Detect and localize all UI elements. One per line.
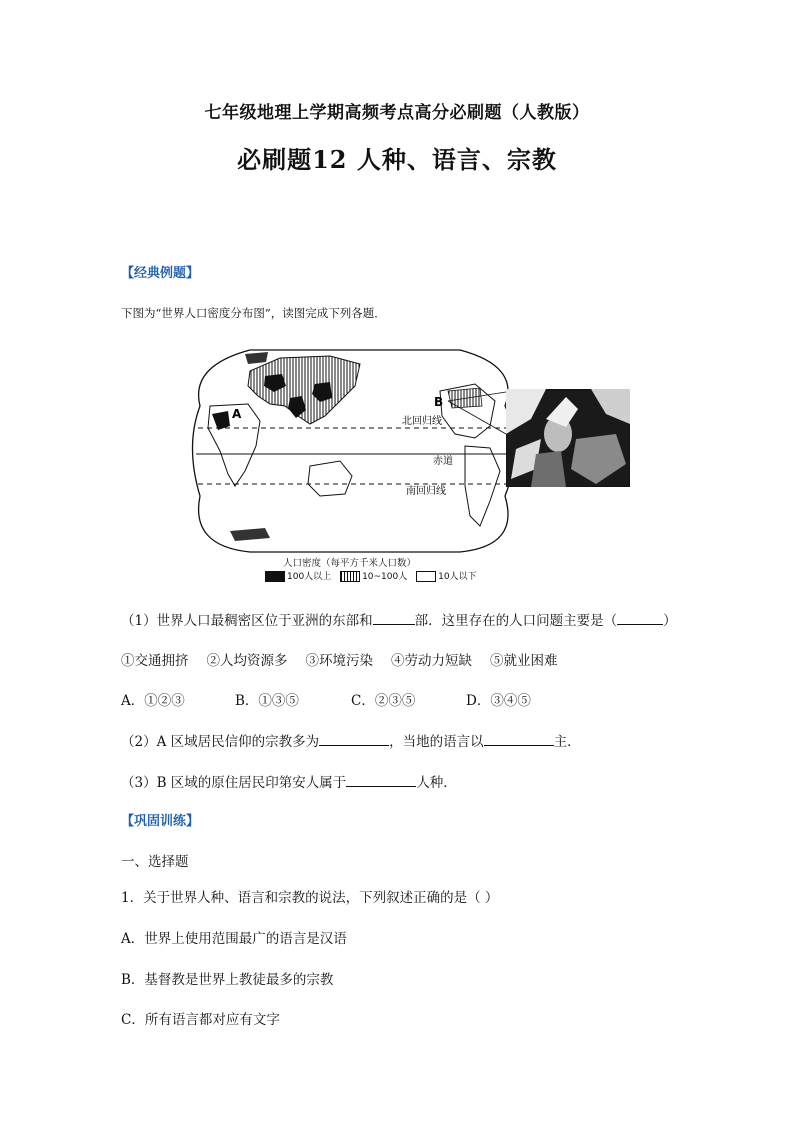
choice-c[interactable]: C．②③⑤ (351, 693, 416, 709)
legend-swatch-solid (265, 571, 285, 582)
tropic-of-cancer-label: 北回归线 (402, 416, 442, 427)
question-intro: 下图为“世界人口密度分布图”，读图完成下列各题． (121, 306, 386, 320)
answer-blank-1a[interactable] (373, 610, 415, 625)
exercise-option-a[interactable]: A．世界上使用范围最广的语言是汉语 (121, 931, 347, 947)
statement-2: ②人均资源多 (206, 653, 288, 669)
question-3: （3）B 区域的原住居民印第安人属于 人种． (121, 771, 457, 791)
answer-blank-3[interactable] (346, 772, 416, 787)
legend-swatch-blank (416, 571, 436, 582)
equator-label: 赤道 (433, 456, 453, 467)
statement-5: ⑤就业困难 (490, 653, 558, 669)
question-1-statements (121, 649, 576, 669)
choice-a[interactable]: A．①②③ (121, 693, 185, 709)
question-2: （2）A 区域居民信仰的宗教多为 ，当地的语言以 主． (121, 730, 581, 750)
exercise-heading: 一、选择题 (121, 854, 189, 870)
map-legend (265, 569, 483, 582)
section-consolidation: 【巩固训练】 (121, 814, 200, 829)
answer-blank-2b[interactable] (484, 731, 554, 746)
legend-item-low: 10人以下 (416, 569, 476, 582)
exercise-option-c[interactable]: C．所有语言都对应有文字 (121, 1012, 280, 1028)
map-label-b: B (434, 395, 444, 409)
question-1-choices (121, 689, 531, 709)
answer-blank-1b[interactable] (617, 610, 663, 625)
exercise-option-b[interactable]: B．基督教是世界上教徒最多的宗教 (121, 972, 334, 988)
statement-3: ③环境污染 (305, 653, 373, 669)
statement-1: ①交通拥挤 (121, 653, 189, 669)
choice-d[interactable]: D．③④⑤ (466, 693, 531, 709)
legend-item-medium: 10~100人 (340, 569, 407, 582)
legend-swatch-hatched (340, 571, 360, 582)
legend-title: 人口密度（每平方千米人口数） (283, 558, 417, 569)
series-subtitle: 七年级地理上学期高频考点高分必刷题（人教版） (204, 103, 590, 123)
page-title: 必刷题12 人种、语言、宗教 (237, 145, 557, 174)
exercise-question-1: 1．关于世界人种、语言和宗教的说法，下列叙述正确的是（ ） (121, 890, 499, 906)
question-1: （1）世界人口最稠密区位于亚洲的东部和 部．这里存在的人口问题主要是（ ） (121, 609, 677, 629)
photo-graphic (506, 389, 630, 487)
statement-4: ④劳动力短缺 (391, 653, 472, 669)
choice-b[interactable]: B．①③⑤ (235, 693, 299, 709)
legend-item-high: 100人以上 (265, 569, 331, 582)
map-label-a: A (232, 407, 242, 421)
section-classic-examples: 【经典例题】 (121, 266, 200, 281)
indigenous-person-photo (506, 389, 630, 487)
answer-blank-2a[interactable] (319, 731, 389, 746)
tropic-of-capricorn-label: 南回归线 (406, 486, 446, 497)
